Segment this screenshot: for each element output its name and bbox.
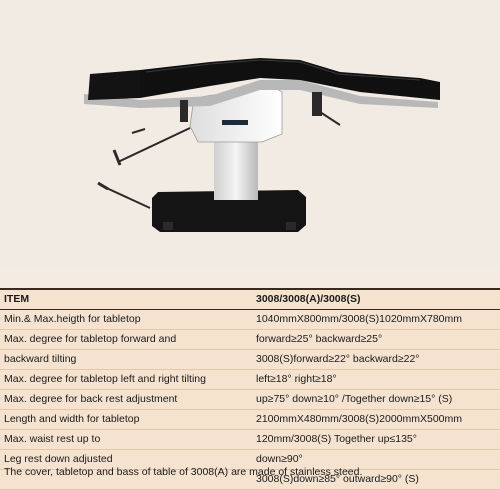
row-label: Max. degree for tabletop forward and [4, 333, 177, 345]
table-row [0, 350, 500, 370]
model-header: 3008/3008(A)/3008(S) [256, 293, 361, 305]
row-value: 3008(S)down≥85° outward≥90° (S) [256, 473, 419, 485]
row-value: left≥18° right≥18° [256, 373, 337, 385]
row-value: 1040mmX800mm/3008(S)1020mmX780mm [256, 313, 463, 325]
footnote: The cover, tabletop and bass of table of 3008(A) are made of stainless steed. [4, 466, 363, 478]
row-value: down≥90° [256, 453, 303, 465]
row-label: Length and width for tabletop [4, 413, 140, 425]
table-row [0, 310, 500, 330]
row-value: 120mm/3008(S) Together up≤135° [256, 433, 417, 445]
row-value: 2100mmX480mm/3008(S)2000mmX500mm [256, 413, 463, 425]
table-row [0, 330, 500, 350]
table-row [0, 390, 500, 410]
row-label: backward tilting [4, 353, 77, 365]
row-label: Leg rest down adjusted [4, 453, 113, 465]
table-row [0, 430, 500, 450]
row-label: Max. waist rest up to [4, 433, 101, 445]
row-label: Max. degree for back rest adjustment [4, 393, 178, 405]
spec-table [0, 288, 500, 490]
row-value: forward≥25° backward≥25° [256, 333, 383, 345]
table-row [0, 370, 500, 390]
spec-header-row [0, 288, 500, 310]
row-value: 3008(S)forward≥22° backward≥22° [256, 353, 420, 365]
row-label: Min.& Max.heigth for tabletop [4, 313, 141, 325]
table-row [0, 410, 500, 430]
item-header: ITEM [4, 293, 30, 305]
row-label: Max. degree for tabletop left and right tilting [4, 373, 206, 385]
row-value: up≥75° down≥10° /Together down≥15° (S) [256, 393, 453, 405]
